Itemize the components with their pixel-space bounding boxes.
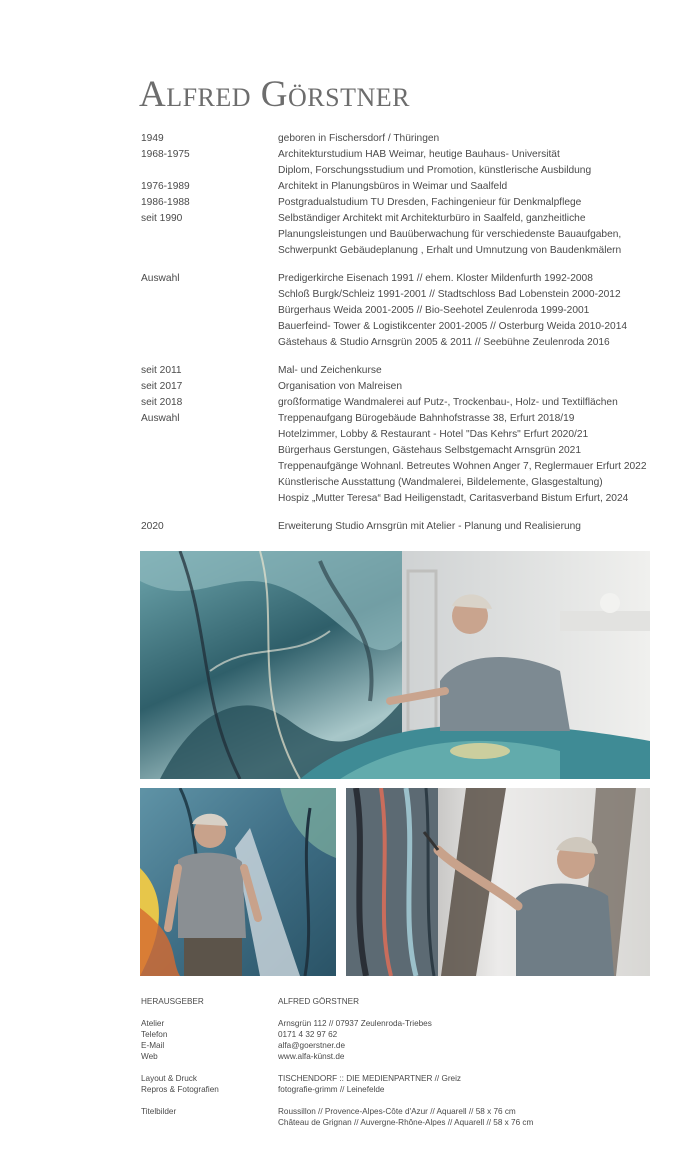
imprint-list <box>141 996 661 1128</box>
bio-row <box>141 319 671 335</box>
bio-row <box>141 491 671 507</box>
imprint-row-value: TISCHENDORF :: DIE MEDIENPARTNER // Greiz <box>278 1074 462 1083</box>
bio-row <box>141 211 671 227</box>
bio-row-value: Bauerfeind- Tower & Logistikcenter 2001-2005 // Osterburg Weida 2010-2014 <box>278 321 628 332</box>
bio-row <box>141 147 671 163</box>
bio-row <box>141 287 671 303</box>
bio-row-value: Predigerkirche Eisenach 1991 // ehem. Kloster Mildenfurth 1992-2008 <box>278 273 593 284</box>
bio-row-label <box>141 335 278 351</box>
imprint-row-label: Repros & Fotografien <box>141 1085 219 1094</box>
bio-row-value: Hotelzimmer, Lobby & Restaurant - Hotel "Das Kehrs" Erfurt 2020/21 <box>278 429 589 440</box>
bio-row-value: Bürgerhaus Weida 2001-2005 // Bio-Seehotel Zeulenroda 1999-2001 <box>278 305 590 316</box>
bio-row-value: Organisation von Malreisen <box>278 381 403 392</box>
imprint-row-value: www.alfa-künst.de <box>278 1052 345 1061</box>
bio-row-label: 2020 <box>141 521 164 532</box>
artist-brushwork-closeup-photo <box>346 788 650 976</box>
bio-row-value: großformatige Wandmalerei auf Putz-, Trockenbau-, Holz- und Textilflächen <box>278 397 618 408</box>
bio-row-label: 1986-1988 <box>141 197 190 208</box>
spacer <box>141 507 671 519</box>
bio-row-label <box>141 491 278 507</box>
bio-row-value: Treppenaufgänge Wohnanl. Betreutes Wohnen Anger 7, Reglermauer Erfurt 2022 <box>278 461 647 472</box>
page-title: Alfred Görstner <box>139 74 410 115</box>
bio-row-value: Schwerpunkt Gebäudeplanung , Erhalt und Umnutzung von Baudenkmälern <box>278 245 622 256</box>
bio-row <box>141 303 671 319</box>
imprint-row-label: Titelbilder <box>141 1107 177 1116</box>
bio-row <box>141 411 671 427</box>
spacer <box>141 351 671 363</box>
spacer <box>141 1095 661 1106</box>
bio-row <box>141 195 671 211</box>
imprint-row-value: Château de Grignan // Auvergne-Rhône-Alpes // Aquarell // 58 x 76 cm <box>278 1118 534 1127</box>
bio-row-value: Hospiz „Mutter Teresa“ Bad Heiligenstadt, Caritasverband Bistum Erfurt, 2024 <box>278 493 629 504</box>
bio-row-value: Erweiterung Studio Arnsgrün mit Atelier - Planung und Realisierung <box>278 521 581 532</box>
bio-row-label <box>141 459 278 475</box>
imprint-row-value: alfa@goerstner.de <box>278 1041 346 1050</box>
imprint-row-label: Web <box>141 1052 158 1061</box>
bio-row <box>141 335 671 351</box>
imprint-row <box>141 1040 661 1051</box>
bio-row-label: 1976-1989 <box>141 181 190 192</box>
bio-row-value: Planungsleistungen und Bauüberwachung für verschiedenste Bauaufgaben, <box>278 229 622 240</box>
bio-row-value: Architekt in Planungsbüros in Weimar und Saalfeld <box>278 181 508 192</box>
bio-row-label: 1949 <box>141 133 164 144</box>
bio-row-value: Gästehaus & Studio Arnsgrün 2005 & 2011 // Seebühne Zeulenroda 2016 <box>278 337 610 348</box>
spacer <box>141 1062 661 1073</box>
artist-standing-before-mural-photo <box>140 788 336 976</box>
bio-row-value: Bürgerhaus Gerstungen, Gästehaus Selbstgemacht Arnsgrün 2021 <box>278 445 581 456</box>
bio-row <box>141 395 671 411</box>
bio-row <box>141 163 671 179</box>
bio-row-label <box>141 443 278 459</box>
spacer <box>141 1007 661 1018</box>
imprint-row-value: Roussillon // Provence-Alpes-Côte d'Azur // Aquarell // 58 x 76 cm <box>278 1107 516 1116</box>
bio-row <box>141 475 671 491</box>
biography-list <box>141 131 671 535</box>
imprint-row-label: Atelier <box>141 1019 165 1028</box>
bio-row <box>141 519 671 535</box>
bio-row <box>141 271 671 287</box>
imprint-row <box>141 1051 661 1062</box>
bio-row <box>141 379 671 395</box>
bio-row-value: Diplom, Forschungsstudium und Promotion, künstlerische Ausbildung <box>278 165 592 176</box>
imprint-row-label <box>141 1117 278 1128</box>
bio-row-value: geboren in Fischersdorf / Thüringen <box>278 133 440 144</box>
imprint-row-value: Arnsgrün 112 // 07937 Zeulenroda-Triebes <box>278 1019 432 1028</box>
artist-painting-mural-photo <box>140 551 650 779</box>
bio-row-label <box>141 319 278 335</box>
imprint-row <box>141 1106 661 1117</box>
imprint-row <box>141 1084 661 1095</box>
bio-row-value: Architekturstudium HAB Weimar, heutige Bauhaus- Universität <box>278 149 560 160</box>
bio-row-label: seit 1990 <box>141 213 183 224</box>
bio-row-value: Schloß Burgk/Schleiz 1991-2001 // Stadtschloss Bad Lobenstein 2000-2012 <box>278 289 621 300</box>
imprint-row-value: 0171 4 32 97 62 <box>278 1030 338 1039</box>
imprint-row-value: fotografie-grimm // Leinefelde <box>278 1085 385 1094</box>
bio-row <box>141 179 671 195</box>
bio-row <box>141 459 671 475</box>
imprint-row-label: Layout & Druck <box>141 1074 197 1083</box>
imprint-row-label: E-Mail <box>141 1041 165 1050</box>
bio-row-label: Auswahl <box>141 413 180 424</box>
bio-row <box>141 427 671 443</box>
bio-row-label: 1968-1975 <box>141 149 190 160</box>
bio-row-value: Postgradualstudium TU Dresden, Fachingenieur für Denkmalpflege <box>278 197 582 208</box>
bio-row-label <box>141 243 278 259</box>
bio-row <box>141 363 671 379</box>
bio-row-label <box>141 475 278 491</box>
bio-row-value: Treppenaufgang Bürogebäude Bahnhofstrasse 38, Erfurt 2018/19 <box>278 413 575 424</box>
bio-row-label: seit 2018 <box>141 397 183 408</box>
bio-row <box>141 243 671 259</box>
bio-row-label <box>141 303 278 319</box>
bio-row-value: Künstlerische Ausstattung (Wandmalerei, Bildelemente, Glasgestaltung) <box>278 477 603 488</box>
bio-row-label <box>141 227 278 243</box>
imprint-row <box>141 1073 661 1084</box>
imprint-row-value: ALFRED GÖRSTNER <box>278 997 359 1006</box>
spacer <box>141 259 671 271</box>
imprint-row <box>141 1029 661 1040</box>
imprint-row-label: HERAUSGEBER <box>141 997 204 1006</box>
bio-row-value: Selbständiger Architekt mit Architekturbüro in Saalfeld, ganzheitliche <box>278 213 586 224</box>
bio-row-label: Auswahl <box>141 273 180 284</box>
imprint-row <box>141 1018 661 1029</box>
bio-row-label <box>141 287 278 303</box>
imprint-row-label: Telefon <box>141 1030 168 1039</box>
bio-row-label: seit 2017 <box>141 381 183 392</box>
bio-row-label <box>141 163 278 179</box>
bio-row-label <box>141 427 278 443</box>
imprint-row <box>141 1117 661 1128</box>
bio-row <box>141 227 671 243</box>
bio-row-value: Mal- und Zeichenkurse <box>278 365 382 376</box>
bio-row-label: seit 2011 <box>141 365 182 376</box>
imprint-row <box>141 996 661 1007</box>
bio-row <box>141 443 671 459</box>
bio-row <box>141 131 671 147</box>
